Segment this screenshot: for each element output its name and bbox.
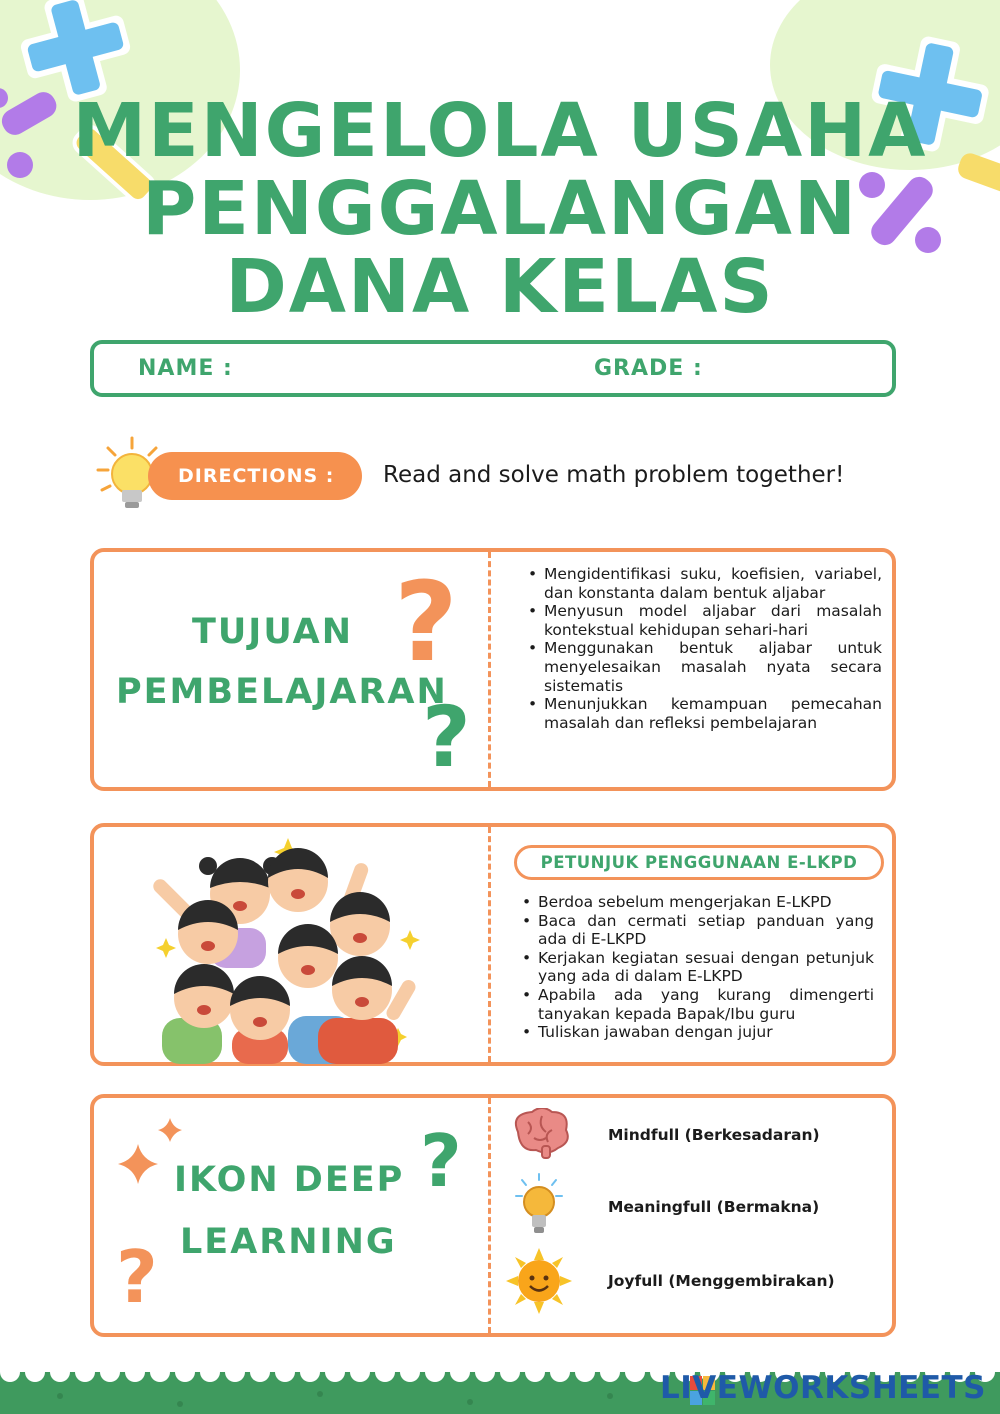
title-line-2: PENGGALANGAN (142, 166, 858, 252)
petunjuk-list (520, 893, 874, 1042)
svg-text:?: ? (116, 1236, 158, 1308)
list-item: • Kerjakan kegiatan sesuai dengan petunjuk yang ada di dalam E-LKPD (520, 949, 874, 986)
list-item: • Tuliskan jawaban dengan jujur (520, 1023, 874, 1042)
tujuan-title-line-2: PEMBELAJARAN (116, 672, 448, 712)
page-title (0, 88, 1000, 330)
svg-text:?: ? (420, 1120, 462, 1192)
tujuan-title-line-1: TUJUAN (192, 612, 354, 652)
tujuan-list (526, 565, 882, 732)
ikon-label-meaningfull: Meaningfull (Bermakna) (608, 1198, 820, 1216)
list-item: • Mengidentifikasi suku, koefisien, variabel, dan konstanta dalam bentuk aljabar (526, 565, 882, 602)
list-item: • Berdoa sebelum mengerjakan E-LKPD (520, 893, 874, 912)
directions-label: DIRECTIONS : (148, 452, 362, 500)
directions-text: Read and solve math problem together! (383, 462, 845, 488)
question-mark-icon (116, 1236, 164, 1308)
liveworksheets-brand[interactable]: LIVEWORKSHEETS (660, 1370, 986, 1406)
list-item: • Menunjukkan kemampuan pemecahan masalah dan refleksi pembelajaran (526, 695, 882, 732)
ikon-label-mindfull: Mindfull (Berkesadaran) (608, 1126, 820, 1144)
card-divider (488, 1098, 491, 1333)
brain-icon (508, 1108, 570, 1160)
question-mark-icon (420, 1120, 468, 1192)
card-divider (488, 552, 491, 787)
question-mark-icon (394, 560, 466, 670)
title-line-3: DANA KELAS (225, 244, 775, 330)
list-item: • Menggunakan bentuk aljabar untuk menyelesaikan masalah nyata secara sistematis (526, 639, 882, 695)
question-mark-icon (422, 688, 478, 772)
petunjuk-title: PETUNJUK PENGGUNAAN E-LKPD (514, 845, 884, 880)
grade-label: GRADE : (594, 356, 703, 381)
name-label: NAME : (138, 356, 233, 381)
name-grade-box (90, 340, 896, 397)
children-illustration (148, 838, 438, 1064)
list-item: • Baca dan cermati setiap panduan yang ada di E-LKPD (520, 912, 874, 949)
ikon-title-line-1: IKON DEEP (174, 1160, 405, 1200)
ikon-label-joyfull: Joyfull (Menggembirakan) (608, 1272, 835, 1290)
svg-text:?: ? (422, 688, 471, 772)
ikon-title-line-2: LEARNING (180, 1222, 397, 1262)
list-item: • Menyusun model aljabar dari masalah kontekstual kehidupan sehari-hari (526, 602, 882, 639)
sun-icon (506, 1248, 572, 1314)
svg-text:?: ? (394, 560, 458, 670)
title-line-1: MENGELOLA USAHA (72, 88, 928, 174)
list-item: • Apabila ada yang kurang dimengerti tanyakan kepada Bapak/Ibu guru (520, 986, 874, 1023)
lightbulb-icon (512, 1172, 566, 1242)
card-divider (488, 827, 491, 1062)
